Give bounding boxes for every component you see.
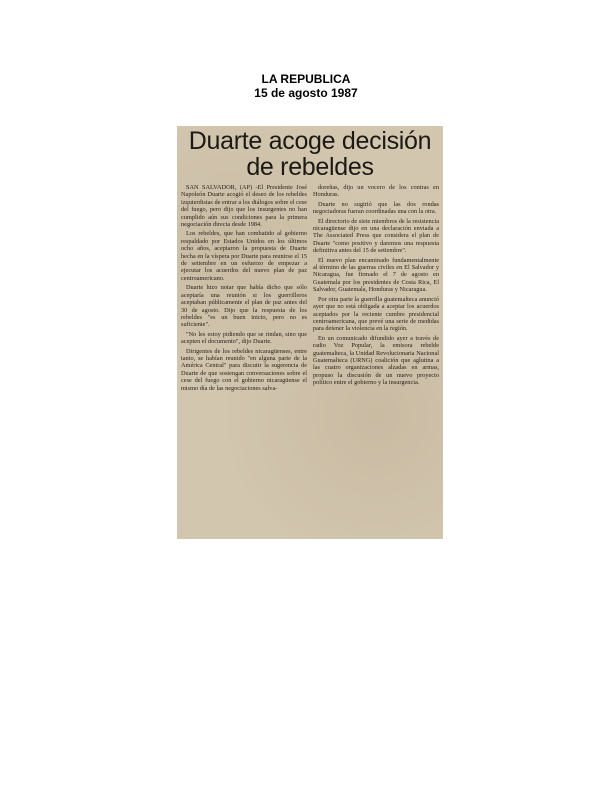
publication-name: LA REPUBLICA — [261, 72, 351, 86]
article-paragraph: "No les estoy pidiendo que se rindan, sino que acepten el documento", dijo Duarte. — [181, 330, 307, 346]
page-header — [0, 72, 612, 100]
article-paragraph: El directorio de siete miembros de la resistencia nicaragüense dijo en una declaración enviada a The Associated Press que considera el plan de Duarte "como positivo y daremos una respuesta definitiva antes del 15 de setiembre". — [313, 217, 439, 255]
article-paragraph: El nuevo plan encaminado fundamentalmente al término de las guerras civiles en El Salvador y Nicaragua, fue firmado el 7 de agosto en Guatemala por los presidentes de Costa Rica, El Salvador, Guatemala, Honduras y Nicaragua. — [313, 256, 439, 294]
article-paragraph: Dirigentes de los rebeldes nicaragüenses, entre tanto, se habían reunido "en alguna parte de la América Central" para discutir la sugerencia de Duarte de que sostengan conversaciones sobre el cese del fuego con el gobierno nicaragüense el mismo día de las negociaciones salva- — [181, 347, 307, 392]
article-body — [181, 184, 439, 539]
article-column-right — [313, 184, 439, 539]
publication-date: 15 de agosto 1987 — [254, 86, 358, 100]
newspaper-clipping — [177, 126, 443, 539]
article-paragraph: Duarte hizo notar que había dicho que sólo aceptaría una reunión si los guerrilleros aceptaban públicamente el plan de paz antes del 30 de agosto. Dijo que la respuesta de los rebeldes "es un buen inicio, pero no es suficiente". — [181, 284, 307, 329]
article-paragraph: Por otra parte la guerrilla guatemalteca anunció ayer que no está obligada a aceptar los acuerdos aceptados por la reciente cumbre presidencial centroamericana, que prevé una serie de medidas para detener la violencia en la región. — [313, 295, 439, 333]
article-paragraph: Los rebeldes, que han combatido al gobierno respaldado por Estados Unidos en los últimos ocho años, aceptaron la propuesta de Duarte hecha en la víspera por Duarte para reunirse el 15 de setiembre en un esfuerzo de empezar a ejecutar los acuerdos del nuevo plan de paz centroamericano. — [181, 230, 307, 282]
article-column-left — [181, 184, 307, 539]
article-paragraph: doreñas, dijo un vocero de los contras en Honduras. — [313, 184, 439, 199]
article-paragraph: SAN SALVADOR, (AP) -El Presidente José Napoleón Duarte acogió el deseo de los rebeldes izquierdistas de entrar a los diálogos sobre el cese del fuego, pero dijo que los insurgentes no han cumplido aún sus condiciones para la primera negociación directa desde 1984. — [181, 184, 307, 229]
article-paragraph: En un comunicado difundido ayer a través de radio Voz Popular, la emisora rebelde guatemalteca, la Unidad Revolucionaria Nacional Guatemalteca (URNG) coalición que aglutina a las cuatro organizaciones alzadas en armas, propuso la discusión de un nuevo proyecto político entre el gobierno y la insurgencia. — [313, 334, 439, 387]
article-paragraph: Duarte no sugirió que las dos rondas negociadoras fueran coordinadas una con la otra. — [313, 200, 439, 216]
article-headline: Duarte acoge decisión de rebeldes — [188, 127, 432, 181]
